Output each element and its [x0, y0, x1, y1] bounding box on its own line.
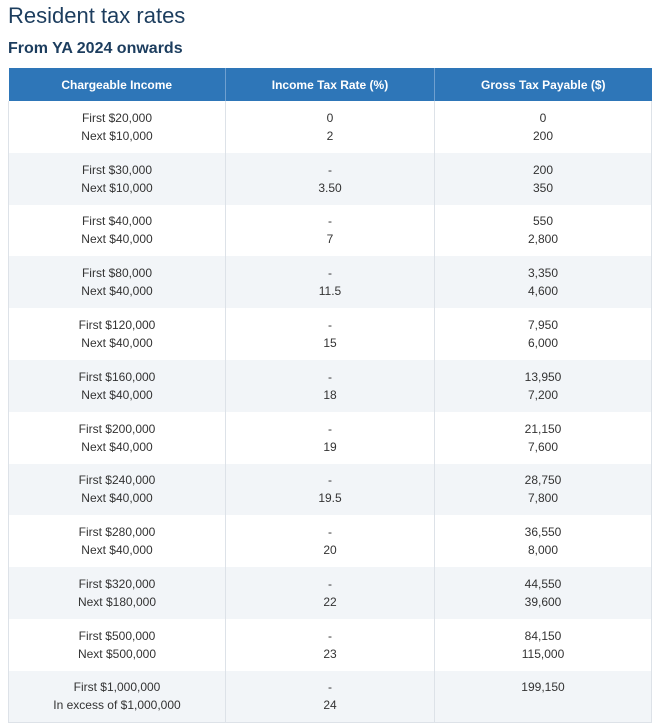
tax-cell-line: 28,750 — [524, 473, 562, 488]
rate-cell-line: - — [328, 628, 332, 643]
income-cell-line: Next $40,000 — [81, 439, 153, 454]
table-row — [9, 515, 652, 567]
tax-cell-line: 200 — [532, 162, 554, 177]
tax-cell-line: 115,000 — [521, 646, 565, 661]
income-cell-line: Next $40,000 — [81, 387, 153, 402]
rate-cell — [226, 515, 435, 567]
table-row — [9, 567, 652, 619]
tax-cell — [435, 153, 652, 205]
tax-cell-line: 44,550 — [524, 577, 562, 592]
rate-cell-line: 3.50 — [318, 180, 342, 195]
income-cell-line: Next $40,000 — [81, 543, 153, 558]
rate-cell-line: - — [328, 577, 332, 592]
tax-cell-line — [435, 696, 651, 714]
rate-cell-line: 19.5 — [318, 491, 342, 506]
income-cell-line: First $160,000 — [78, 369, 156, 384]
tax-cell — [435, 308, 652, 360]
tax-cell — [435, 515, 652, 567]
tax-cell-line: 7,800 — [527, 491, 559, 506]
income-cell-line: First $80,000 — [81, 266, 153, 281]
income-cell — [9, 671, 226, 723]
tax-cell-line: 6,000 — [527, 336, 559, 351]
tax-cell — [435, 464, 652, 516]
rate-cell-line: - — [328, 525, 332, 540]
tax-cell — [435, 101, 652, 153]
page-title: Resident tax rates — [8, 3, 186, 28]
income-cell — [9, 153, 226, 205]
tax-cell-line: 39,600 — [524, 595, 562, 610]
rate-cell — [226, 671, 435, 723]
income-cell-line: First $120,000 — [78, 318, 156, 333]
tax-cell-line: 84,150 — [524, 628, 562, 643]
header-chargeable-income: Chargeable Income — [9, 68, 226, 101]
header-gross-tax-payable: Gross Tax Payable ($) — [435, 68, 652, 101]
table-row — [9, 256, 652, 308]
rate-cell-line: - — [328, 162, 332, 177]
tax-cell-line: 2,800 — [527, 232, 559, 247]
page-subtitle: From YA 2024 onwards — [8, 40, 183, 57]
income-cell-line: First $200,000 — [78, 421, 156, 436]
table-row — [9, 671, 652, 723]
income-cell — [9, 308, 226, 360]
tax-cell-line: 36,550 — [524, 525, 562, 540]
tax-cell — [435, 671, 652, 723]
rate-cell — [226, 464, 435, 516]
tax-cell-line: 550 — [532, 214, 554, 229]
rate-cell-line: 23 — [323, 646, 337, 661]
rate-cell-line: 22 — [323, 595, 337, 610]
tax-cell-line: 21,150 — [524, 421, 562, 436]
rate-cell — [226, 360, 435, 412]
income-cell-line: In excess of $1,000,000 — [53, 698, 181, 713]
rate-cell — [226, 153, 435, 205]
income-cell — [9, 515, 226, 567]
income-cell — [9, 412, 226, 464]
tax-cell-line: 4,600 — [527, 284, 559, 299]
table-header — [9, 68, 652, 101]
income-cell — [9, 567, 226, 619]
income-cell — [9, 464, 226, 516]
tax-cell-line: 13,950 — [524, 369, 562, 384]
income-cell — [9, 360, 226, 412]
income-cell-line: First $320,000 — [78, 577, 156, 592]
rate-cell-line: 15 — [323, 336, 337, 351]
rate-cell-line: - — [328, 318, 332, 333]
rate-cell — [226, 619, 435, 671]
income-cell — [9, 205, 226, 257]
income-cell-line: First $30,000 — [81, 162, 153, 177]
table-body — [9, 101, 652, 723]
table-row — [9, 101, 652, 153]
tax-cell — [435, 256, 652, 308]
tax-cell-line: 8,000 — [527, 543, 559, 558]
income-cell-line: Next $500,000 — [77, 646, 157, 661]
rate-cell-line: 19 — [323, 439, 337, 454]
rate-cell — [226, 412, 435, 464]
rate-cell-line: - — [328, 214, 332, 229]
income-cell-line: First $240,000 — [78, 473, 156, 488]
income-cell-line: First $20,000 — [81, 110, 153, 125]
rate-cell-line: - — [328, 266, 332, 281]
tax-cell-line: 7,200 — [527, 387, 559, 402]
income-cell-line: First $500,000 — [78, 628, 156, 643]
rate-cell — [226, 567, 435, 619]
income-cell-line: Next $40,000 — [81, 336, 153, 351]
rate-cell — [226, 205, 435, 257]
income-cell-line: First $1,000,000 — [73, 680, 161, 695]
tax-cell-line: 350 — [532, 180, 554, 195]
table-row — [9, 308, 652, 360]
table-row — [9, 619, 652, 671]
tax-cell — [435, 567, 652, 619]
rate-cell-line: 7 — [326, 232, 334, 247]
income-cell — [9, 619, 226, 671]
tax-rate-table — [8, 68, 652, 723]
income-cell — [9, 101, 226, 153]
rate-cell-line: 11.5 — [318, 284, 342, 299]
tax-cell — [435, 619, 652, 671]
rate-cell-line: 18 — [323, 387, 337, 402]
rate-cell-line: 24 — [323, 698, 337, 713]
income-cell-line: First $40,000 — [81, 214, 153, 229]
table-row — [9, 412, 652, 464]
income-cell-line: First $280,000 — [78, 525, 156, 540]
tax-cell — [435, 412, 652, 464]
tax-cell-line: 7,600 — [527, 439, 559, 454]
rate-cell — [226, 101, 435, 153]
rate-cell — [226, 256, 435, 308]
tax-cell-line: 3,350 — [527, 266, 559, 281]
tax-cell-line: 199,150 — [521, 680, 565, 695]
table-row — [9, 205, 652, 257]
table-row — [9, 360, 652, 412]
tax-cell — [435, 205, 652, 257]
tax-cell-line: 200 — [532, 128, 554, 143]
rate-cell-line: 0 — [326, 110, 334, 125]
header-row — [9, 68, 652, 101]
table-row — [9, 153, 652, 205]
rate-cell — [226, 308, 435, 360]
header-income-tax-rate: Income Tax Rate (%) — [226, 68, 435, 101]
income-cell-line: Next $40,000 — [81, 232, 153, 247]
income-cell-line: Next $10,000 — [81, 180, 153, 195]
income-cell-line: Next $40,000 — [81, 284, 153, 299]
rate-cell-line: - — [328, 369, 332, 384]
income-cell-line: Next $10,000 — [81, 128, 153, 143]
income-cell-line: Next $40,000 — [81, 491, 153, 506]
tax-cell — [435, 360, 652, 412]
rate-cell-line: 20 — [323, 543, 337, 558]
rate-cell-line: 2 — [326, 128, 334, 143]
income-cell — [9, 256, 226, 308]
rate-cell-line: - — [328, 473, 332, 488]
table-row — [9, 464, 652, 516]
income-cell-line: Next $180,000 — [77, 595, 157, 610]
rate-cell-line: - — [328, 421, 332, 436]
tax-cell-line: 0 — [539, 110, 547, 125]
tax-cell-line: 7,950 — [527, 318, 559, 333]
rate-cell-line: - — [328, 680, 332, 695]
